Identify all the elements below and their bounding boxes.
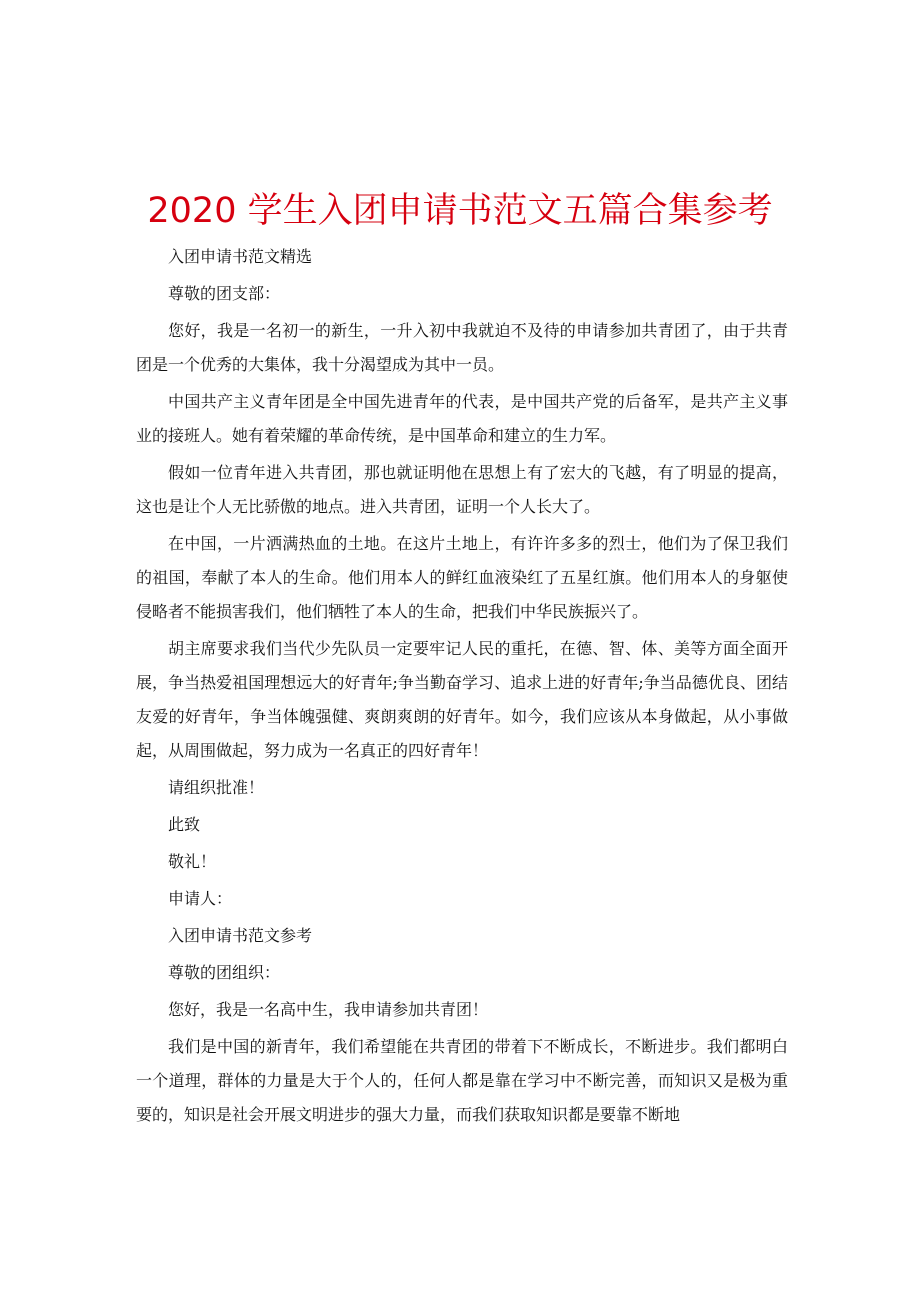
document-body: [136, 240, 788, 1135]
paragraph: 您好，我是一名初一的新生，一升入初中我就迫不及待的申请参加共青团了，由于共青团是一个优秀的大集体，我十分渴望成为其中一员。: [136, 321, 788, 374]
paragraph: 您好，我是一名高中生，我申请参加共青团！: [168, 1000, 489, 1019]
paragraph: 此致: [168, 815, 201, 834]
paragraph: 请组织批准！: [168, 778, 265, 797]
paragraph: 我们是中国的新青年，我们希望能在共青团的带着下不断成长，不断进步。我们都明白一个道理，群体的力量是大于个人的，任何人都是靠在学习中不断完善，而知识又是极为重要的，知识是社会开展文明进步的强大力量，而我们获取知识都是要靠不断地: [136, 1037, 788, 1124]
paragraph: 在中国，一片洒满热血的土地。在这片土地上，有许许多多的烈士，他们为了保卫我们的祖国，奉献了本人的生命。他们用本人的鲜红血液染红了五星红旗。他们用本人的身躯使侵略者不能损害我们，他们牺牲了本人的生命，把我们中华民族振兴了。: [136, 534, 788, 621]
paragraph: 申请人：: [168, 889, 233, 908]
paragraph: 中国共产主义青年团是全中国先进青年的代表，是中国共产党的后备军，是共产主义事业的接班人。她有着荣耀的革命传统，是中国革命和建立的生力军。: [136, 392, 788, 445]
paragraph: 尊敬的团组织：: [168, 963, 281, 982]
document-title: 2020 学生入团申请书范文五篇合集参考: [147, 191, 773, 231]
paragraph: 胡主席要求我们当代少先队员一定要牢记人民的重托，在德、智、体、美等方面全面开展，争当热爱祖国理想远大的好青年;争当勤奋学习、追求上进的好青年;争当品德优良、团结友爱的好青年，争当体魄强健、爽朗爽朗的好青年。如今，我们应该从本身做起，从小事做起，从周围做起，努力成为一名真正的四好青年！: [136, 639, 788, 760]
paragraph: 尊敬的团支部：: [168, 284, 281, 303]
paragraph: 入团申请书范文参考: [168, 926, 313, 945]
paragraph: 敬礼！: [168, 852, 217, 871]
paragraph: 假如一位青年进入共青团，那也就证明他在思想上有了宏大的飞越，有了明显的提高，这也是让个人无比骄傲的地点。进入共青团，证明一个人长大了。: [136, 463, 788, 516]
paragraph: 入团申请书范文精选: [168, 247, 313, 266]
